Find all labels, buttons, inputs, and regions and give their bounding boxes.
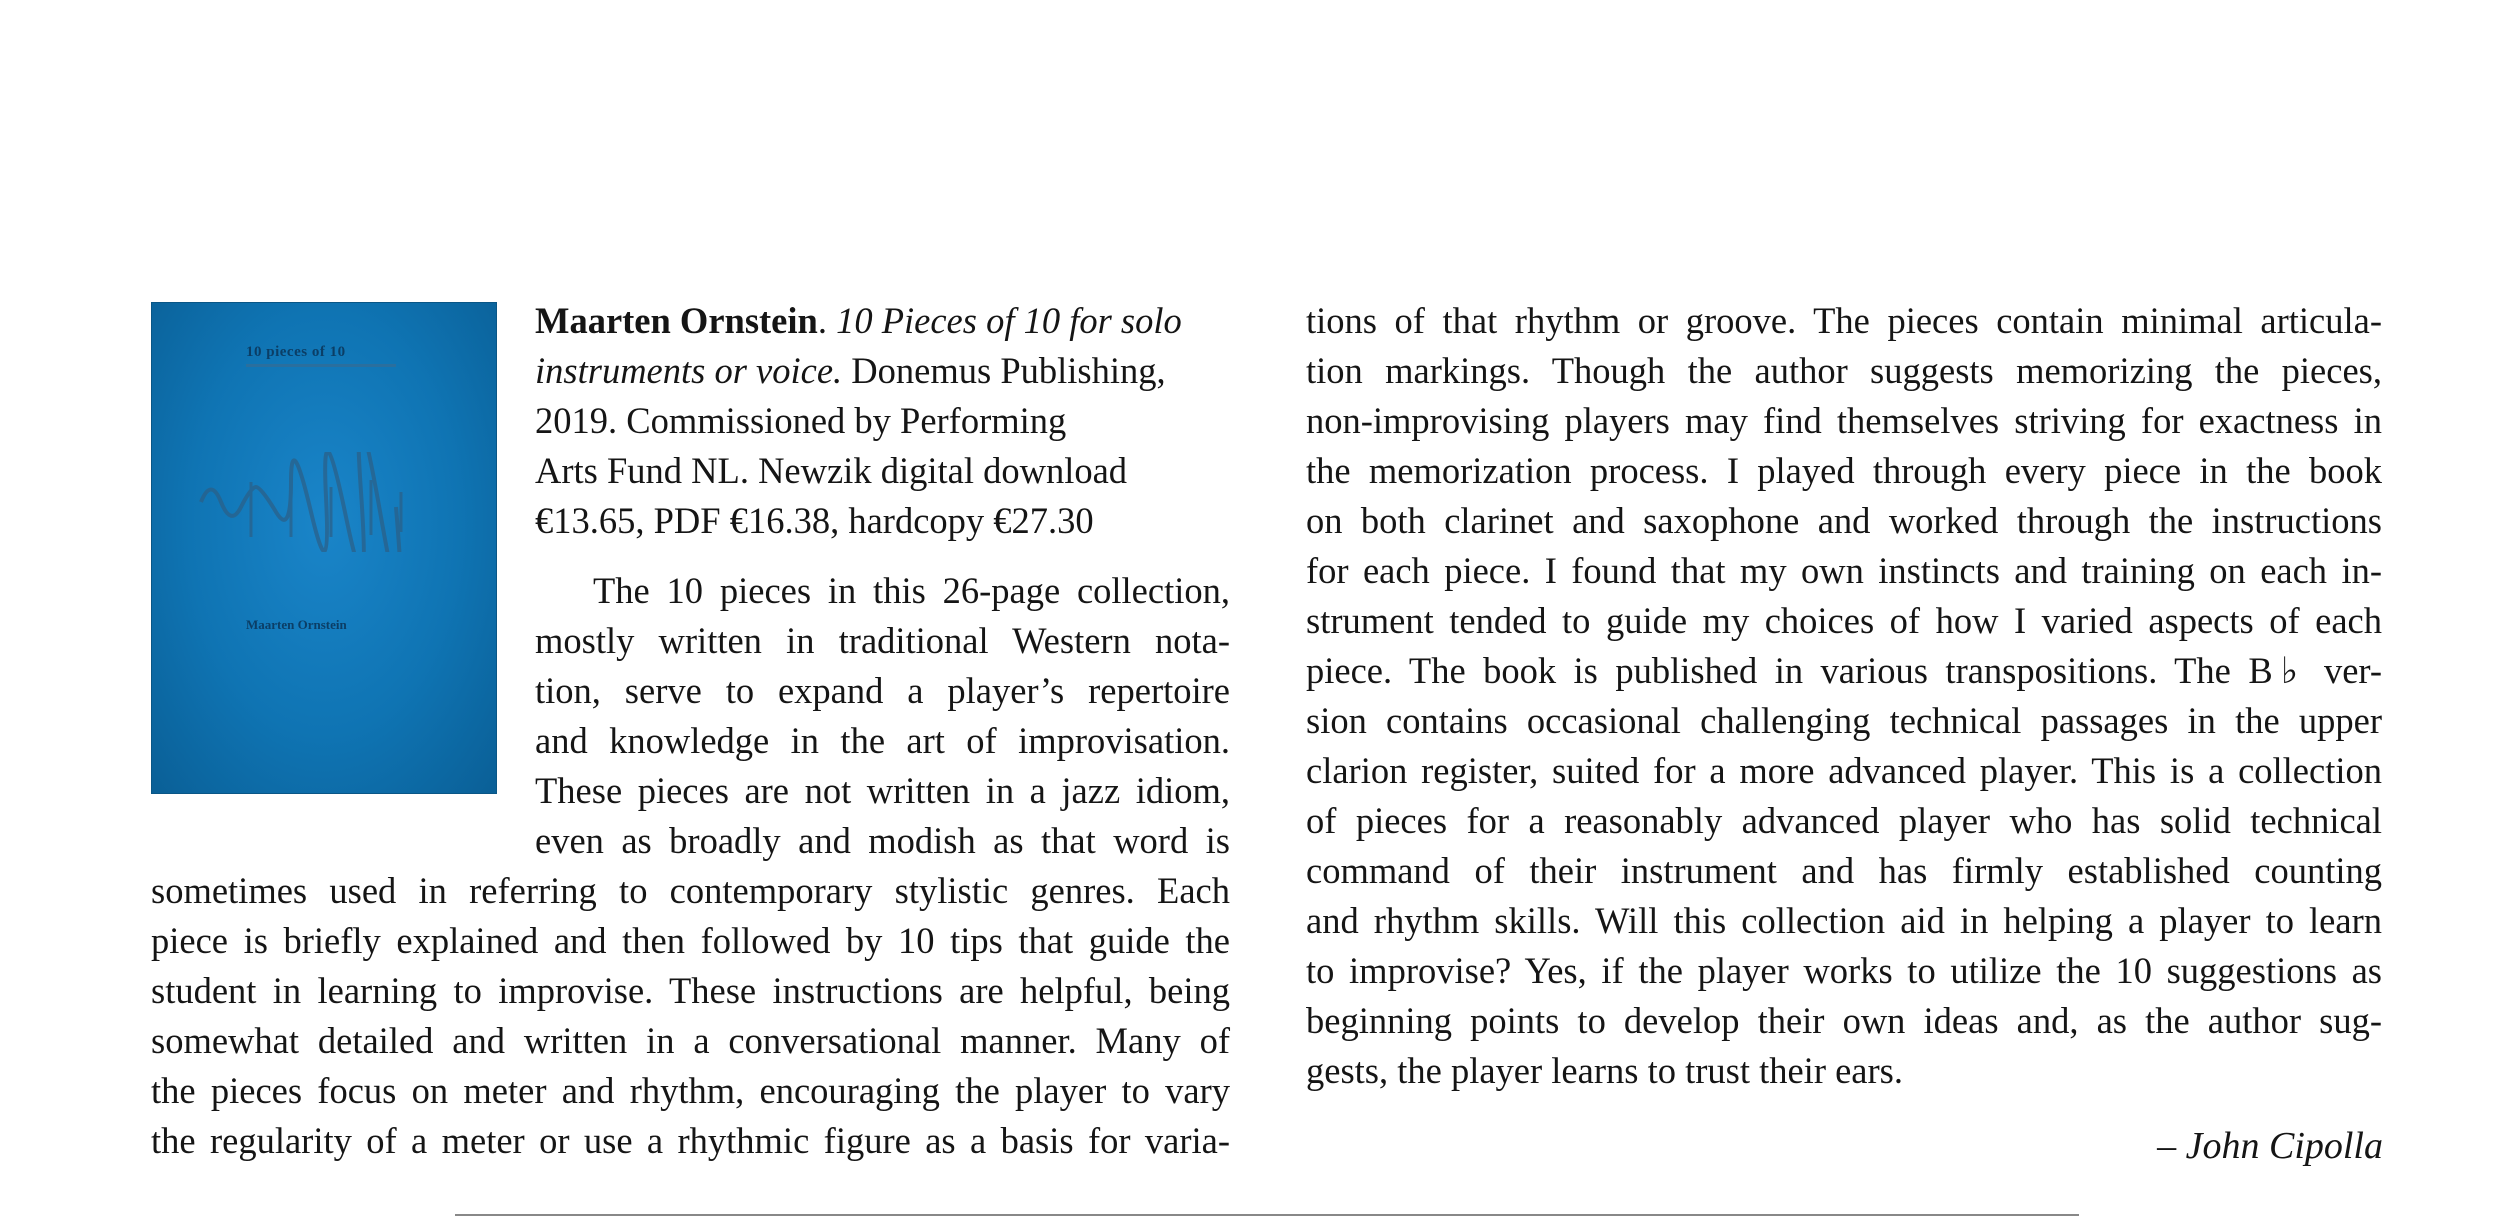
citation-line-3: 2019. Commissioned by Performing bbox=[535, 400, 1067, 441]
citation-line-1: Maarten Ornstein. 10 Pieces of 10 for solo bbox=[535, 300, 1182, 341]
citation-author: Maarten Ornstein bbox=[535, 300, 818, 341]
reviewer-byline: – John Cipolla bbox=[2157, 1125, 2383, 1167]
body-line: piece. The book is published in various transpositions. The B♭ ver- bbox=[1306, 650, 2382, 691]
body-line: on both clarinet and saxophone and worked through the instructions bbox=[1306, 500, 2382, 541]
body-line: beginning points to develop their own ideas and, as the author sug- bbox=[1306, 1000, 2382, 1041]
body-line: the regularity of a meter or use a rhythmic figure as a basis for varia- bbox=[151, 1120, 1230, 1161]
body-line: the pieces focus on meter and rhythm, encouraging the player to vary bbox=[151, 1070, 1230, 1111]
body-line: clarion register, suited for a more advanced player. This is a collection bbox=[1306, 750, 2382, 791]
body-line: mostly written in traditional Western nota- bbox=[535, 620, 1230, 661]
body-line: non-improvising players may find themselves striving for exactness in bbox=[1306, 400, 2382, 441]
body-line: command of their instrument and has firmly established counting bbox=[1306, 850, 2382, 891]
body-line: piece is briefly explained and then followed by 10 tips that guide the bbox=[151, 920, 1230, 961]
body-line: sometimes used in referring to contemporary stylistic genres. Each bbox=[151, 870, 1230, 911]
book-cover-image bbox=[151, 302, 497, 794]
body-line: These pieces are not written in a jazz idiom, bbox=[535, 770, 1230, 811]
body-line: for each piece. I found that my own instincts and training on each in- bbox=[1306, 550, 2382, 591]
citation-line-4: Arts Fund NL. Newzik digital download bbox=[535, 450, 1128, 491]
body-line: tions of that rhythm or groove. The pieces contain minimal articula- bbox=[1306, 300, 2382, 341]
cover-subtitle-bar bbox=[246, 364, 396, 367]
citation-title: 10 Pieces of 10 for solo bbox=[836, 300, 1182, 341]
body-line: student in learning to improvise. These instructions are helpful, being bbox=[151, 970, 1230, 1011]
cover-title: 10 pieces of 10 bbox=[246, 344, 346, 360]
body-line: strument tended to guide my choices of how I varied aspects of each bbox=[1306, 600, 2382, 641]
body-line: the memorization process. I played through every piece in the book bbox=[1306, 450, 2382, 491]
cover-artwork bbox=[191, 452, 461, 552]
citation-line-5: €13.65, PDF €16.38, hardcopy €27.30 bbox=[535, 500, 1094, 541]
cover-author: Maarten Ornstein bbox=[246, 617, 347, 632]
body-line: The 10 pieces in this 26-page collection, bbox=[593, 570, 1230, 611]
body-line: and knowledge in the art of improvisation. bbox=[535, 720, 1230, 761]
body-line: tion markings. Though the author suggests memorizing the pieces, bbox=[1306, 350, 2382, 391]
body-line: of pieces for a reasonably advanced player who has solid technical bbox=[1306, 800, 2382, 841]
body-line: tion, serve to expand a player’s repertoire bbox=[535, 670, 1230, 711]
body-line: gests, the player learns to trust their ears. bbox=[1306, 1050, 1903, 1091]
citation-line-2: instruments or voice. Donemus Publishing, bbox=[535, 350, 1166, 391]
body-line: somewhat detailed and written in a conversational manner. Many of bbox=[151, 1020, 1230, 1061]
body-line: and rhythm skills. Will this collection aid in helping a player to learn bbox=[1306, 900, 2382, 941]
body-line: to improvise? Yes, if the player works to utilize the 10 suggestions as bbox=[1306, 950, 2382, 991]
body-line: even as broadly and modish as that word is bbox=[535, 820, 1230, 861]
body-line: sion contains occasional challenging technical passages in the upper bbox=[1306, 700, 2382, 741]
